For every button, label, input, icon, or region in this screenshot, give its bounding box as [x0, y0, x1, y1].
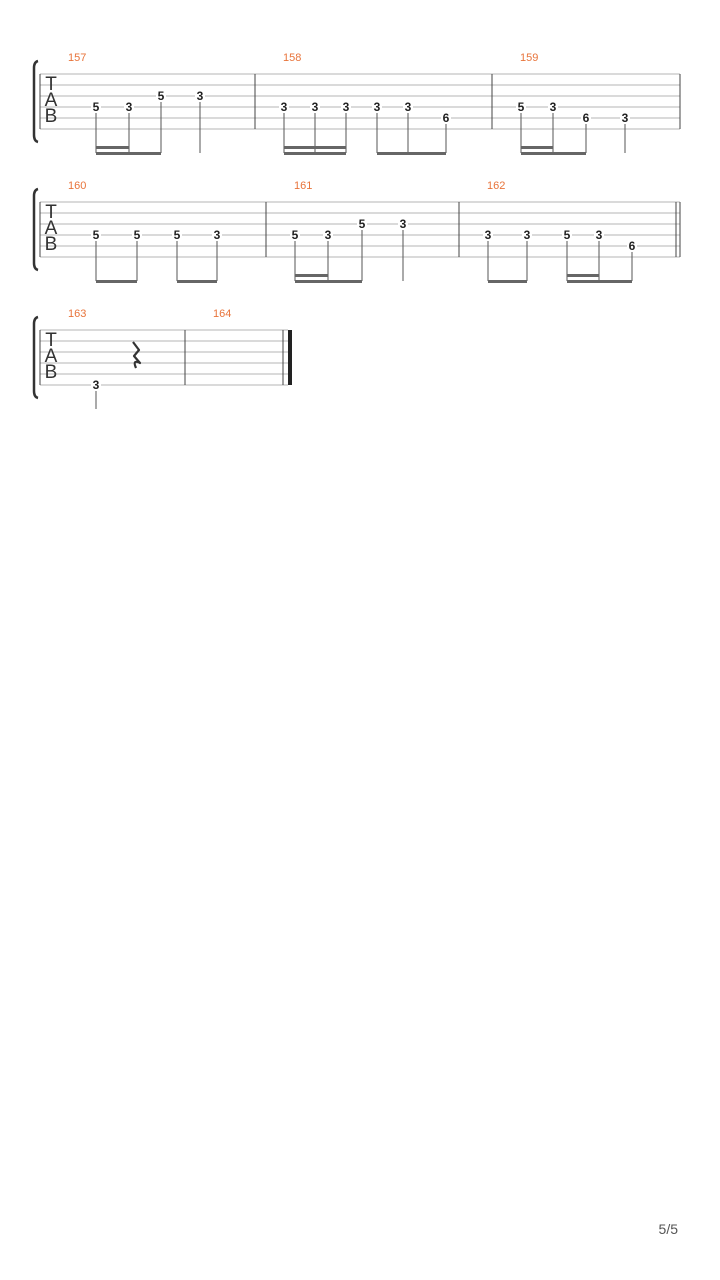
measure-number: 163 — [68, 308, 87, 320]
measure — [68, 308, 140, 409]
fret-number: 5 — [92, 100, 100, 114]
tab-clef-letter: A — [44, 346, 58, 367]
measure — [516, 52, 630, 155]
tab-system — [34, 308, 292, 409]
fret-number: 5 — [563, 228, 571, 242]
page-number: 5/5 — [658, 1221, 678, 1237]
beam — [284, 152, 346, 155]
fret-number: 3 — [311, 100, 319, 114]
tab-clef-letter: A — [44, 90, 58, 111]
measure-number: 157 — [68, 52, 87, 64]
tab-clef-letter: B — [44, 234, 58, 255]
tab-clef-letter: A — [44, 218, 58, 239]
beam-secondary — [96, 146, 129, 149]
fret-number: 5 — [157, 89, 165, 103]
tab-clef-letter: B — [44, 362, 58, 383]
fret-number: 5 — [133, 228, 141, 242]
fret-number: 3 — [324, 228, 332, 242]
fret-number: 3 — [125, 100, 133, 114]
tab-clef-letter: T — [45, 330, 57, 351]
fret-number: 3 — [621, 111, 629, 125]
measure-number: 162 — [487, 180, 506, 192]
fret-number: 3 — [373, 100, 381, 114]
measure-number: 161 — [294, 180, 313, 192]
beam-secondary — [521, 146, 553, 149]
beam — [488, 280, 527, 283]
fret-number: 3 — [549, 100, 557, 114]
measure — [213, 308, 231, 320]
system-bracket — [34, 317, 38, 398]
fret-number: 5 — [517, 100, 525, 114]
measure-number: 164 — [213, 308, 232, 320]
fret-number: 3 — [484, 228, 492, 242]
beam-secondary — [284, 146, 315, 149]
fret-number: 5 — [358, 217, 366, 231]
fret-number: 3 — [523, 228, 531, 242]
tab-system — [34, 180, 680, 283]
measure-number: 160 — [68, 180, 87, 192]
measure-number: 158 — [283, 52, 302, 64]
beam — [177, 280, 217, 283]
fret-number: 3 — [196, 89, 204, 103]
fret-number: 5 — [291, 228, 299, 242]
beam — [521, 152, 586, 155]
fret-number: 3 — [595, 228, 603, 242]
beam — [567, 280, 632, 283]
fret-number: 3 — [280, 100, 288, 114]
tab-system — [34, 52, 680, 155]
beam-secondary — [567, 274, 599, 277]
beam — [295, 280, 362, 283]
measure — [68, 52, 205, 155]
fret-number: 3 — [92, 378, 100, 392]
fret-number: 3 — [213, 228, 221, 242]
beam — [96, 152, 161, 155]
beam-secondary — [295, 274, 328, 277]
measure — [290, 180, 408, 283]
measure — [483, 180, 637, 283]
fret-number: 5 — [92, 228, 100, 242]
fret-number: 3 — [404, 100, 412, 114]
beam — [377, 152, 446, 155]
fret-number: 6 — [582, 111, 590, 125]
tab-clef-letter: T — [45, 74, 57, 95]
system-bracket — [34, 61, 38, 142]
fret-number: 3 — [399, 217, 407, 231]
fret-number: 5 — [173, 228, 181, 242]
system-bracket — [34, 189, 38, 270]
beam — [96, 280, 137, 283]
measure — [279, 52, 451, 155]
fret-number: 3 — [342, 100, 350, 114]
quarter-rest-icon — [133, 342, 140, 368]
measure-number: 159 — [520, 52, 539, 64]
tab-clef-letter: T — [45, 202, 57, 223]
final-barline-thick — [288, 330, 292, 385]
beam-secondary — [315, 146, 346, 149]
fret-number: 6 — [442, 111, 450, 125]
tab-clef-letter: B — [44, 106, 58, 127]
fret-number: 6 — [628, 239, 636, 253]
measure — [68, 180, 222, 283]
